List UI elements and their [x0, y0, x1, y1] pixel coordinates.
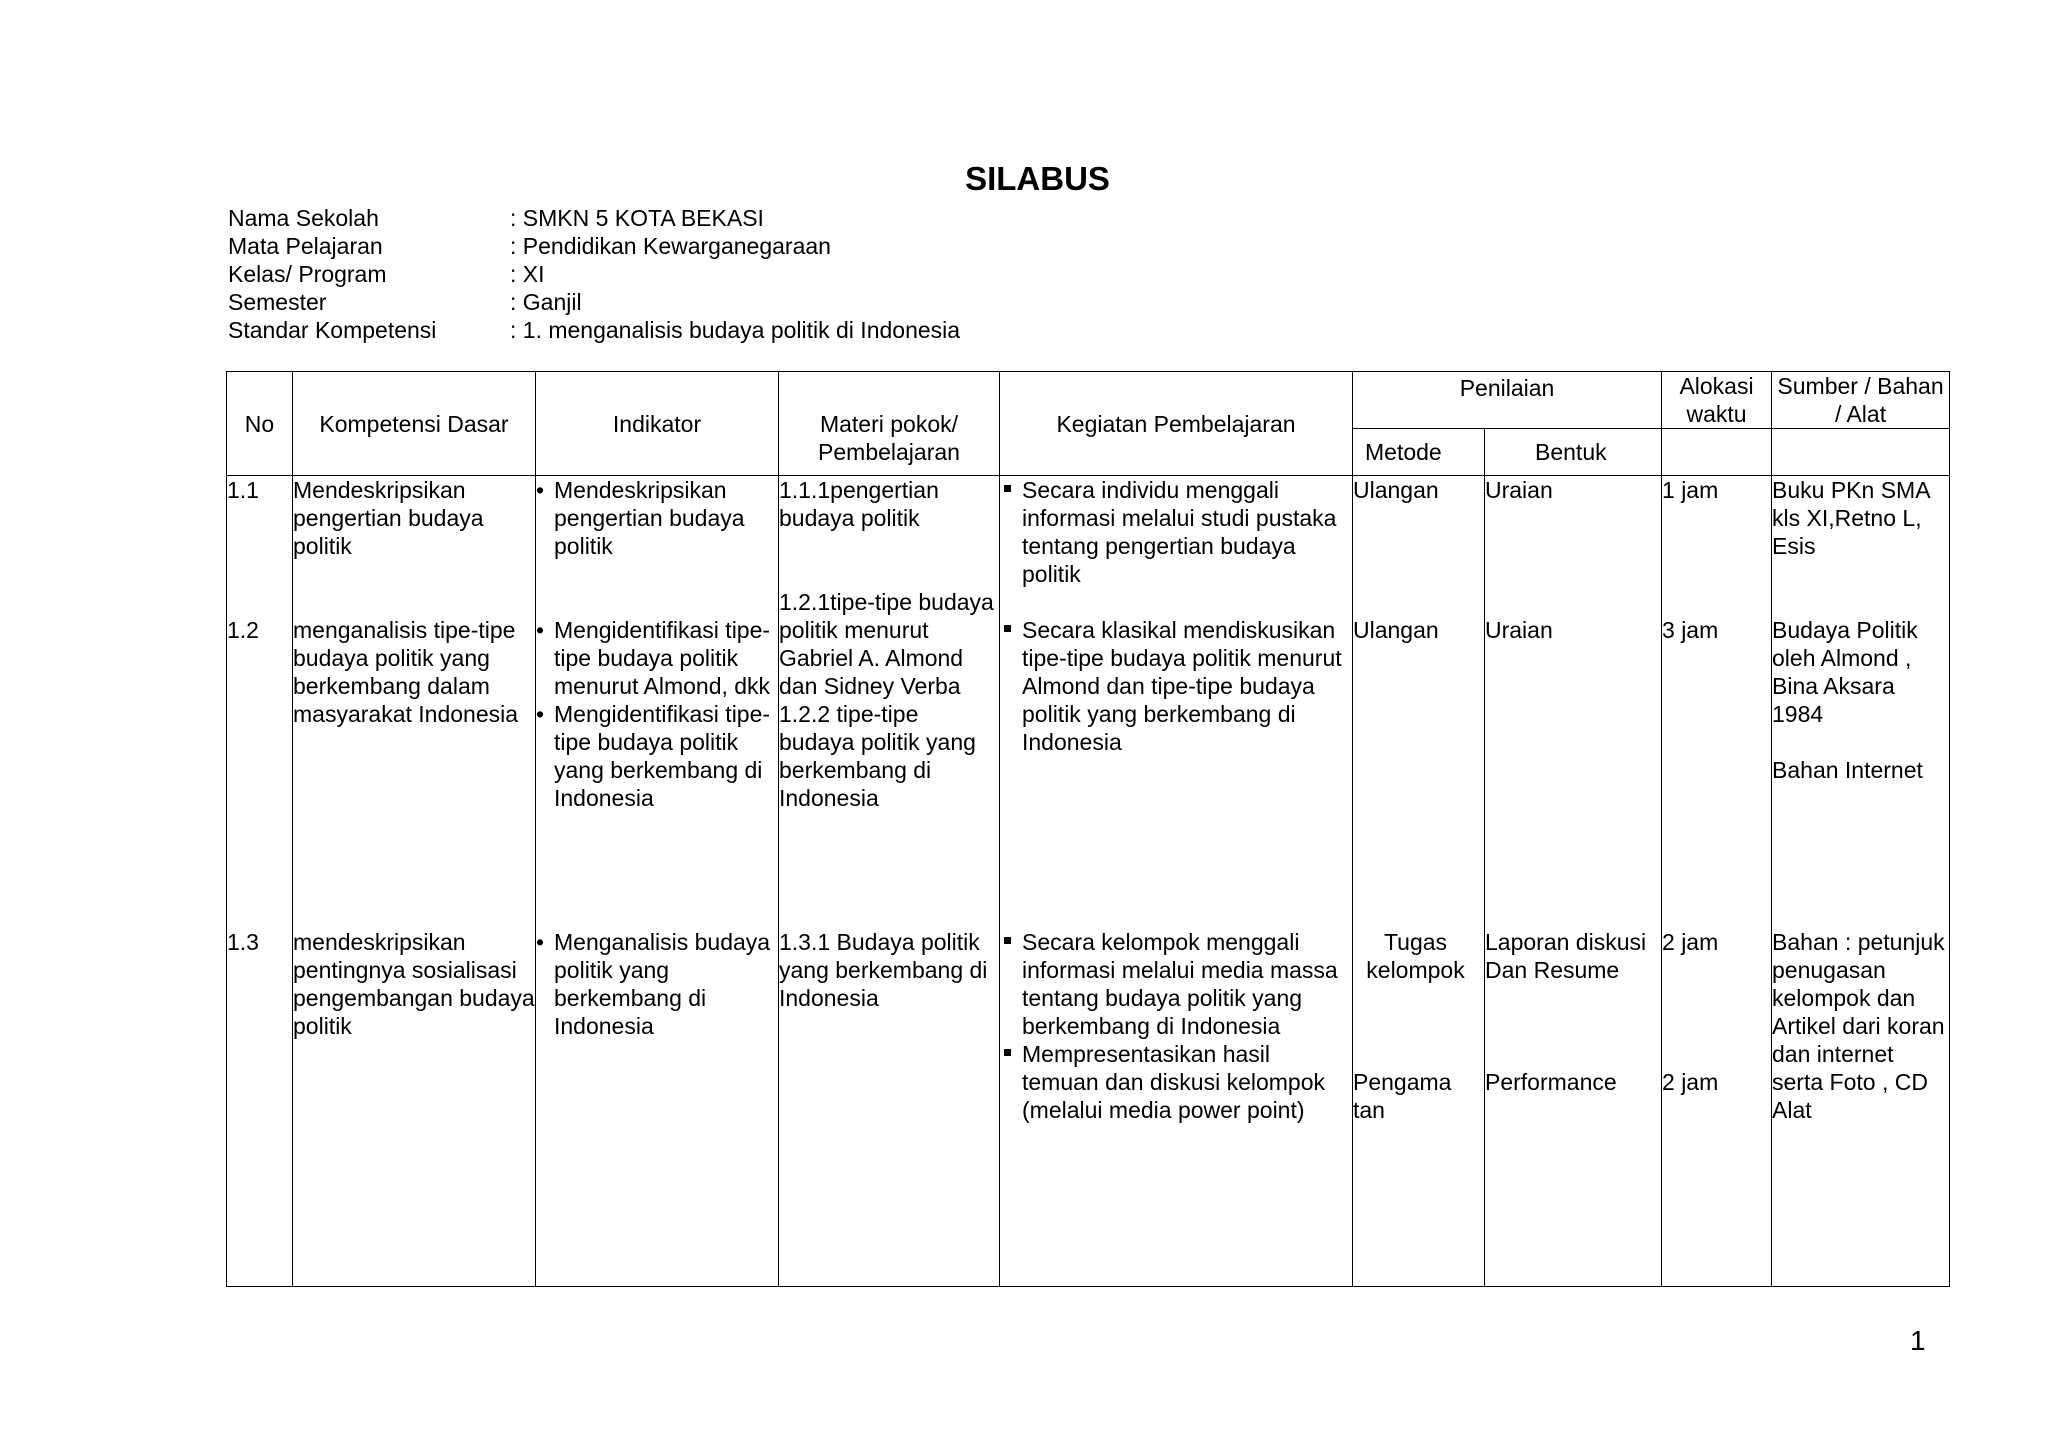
alokasi-1-3b: 2 jam — [1662, 1069, 1719, 1095]
col-alokasi — [1662, 476, 1772, 1287]
kegiatan-item: Secara kelompok menggali informasi melalui media massa tentang budaya politik yang berkembang di Indonesia — [1002, 928, 1352, 1040]
alokasi-1-1: 1 jam — [1662, 477, 1719, 503]
kd-1-2: menganalisis tipe-tipe budaya politik yang berkembang dalam masyarakat Indonesia — [293, 617, 519, 727]
col-sumber — [1772, 476, 1950, 1287]
kegiatan-item: Mempresentasikan hasil temuan dan diskusi kelompok (melalui media power point) — [1002, 1040, 1352, 1124]
alokasi-1-3a: 2 jam — [1662, 929, 1719, 955]
meta-row-competency — [228, 316, 960, 344]
sumber-1-2b: Bahan Internet — [1772, 757, 1923, 783]
sumber-1-3: Bahan : petunjuk penugasan kelompok dan Artikel dari koran dan internet serta Foto , CD Alat — [1772, 929, 1945, 1123]
header-alokasi-blank — [1662, 429, 1772, 476]
meta-label: Kelas/ Program — [228, 261, 387, 287]
sumber-1-1: Buku PKn SMA kls XI,Retno L, Esis — [1772, 477, 1930, 559]
no-1-1: 1.1 — [227, 477, 259, 503]
header-metode: Metode — [1353, 429, 1485, 476]
meta-label: Standar Kompetensi — [228, 317, 437, 343]
indikator-group-2 — [536, 616, 778, 928]
materi-group-2 — [779, 588, 999, 928]
header-kegiatan: Kegiatan Pembelajaran — [1000, 372, 1353, 476]
header-sumber-blank — [1772, 429, 1950, 476]
meta-row-school — [228, 204, 960, 232]
materi-1-3: 1.3.1 Budaya politik yang berkembang di Indonesia — [779, 929, 988, 1011]
identity-block — [228, 204, 960, 344]
no-1-2: 1.2 — [227, 617, 259, 643]
header-materi: Materi pokok/ Pembelajaran — [779, 372, 1000, 476]
meta-value: : SMKN 5 KOTA BEKASI — [510, 205, 764, 231]
meta-label: Mata Pelajaran — [228, 233, 383, 259]
materi-1-1: 1.1.1pengertian budaya politik — [779, 477, 939, 531]
no-1-3: 1.3 — [227, 929, 259, 955]
bentuk-1-3b: Performance — [1485, 1069, 1617, 1095]
col-bentuk — [1485, 476, 1662, 1287]
meta-label: Nama Sekolah — [228, 205, 379, 231]
meta-value: : XI — [510, 261, 545, 287]
kegiatan-group-3 — [1002, 928, 1352, 1124]
kd-1-3: mendeskripsikan pentingnya sosialisasi pengembangan budaya politik — [293, 929, 535, 1039]
sumber-group-2 — [1772, 616, 1949, 928]
materi-1-2-2: 1.2.2 tipe-tipe budaya politik yang berkembang di Indonesia — [779, 701, 976, 811]
table-row — [227, 476, 1950, 1287]
col-kompetensi-dasar — [293, 476, 536, 1287]
meta-value: : 1. menganalisis budaya politik di Indonesia — [510, 317, 961, 343]
bentuk-1-2: Uraian — [1485, 617, 1553, 643]
bentuk-1-1: Uraian — [1485, 477, 1553, 503]
metode-1-3a: Tugas kelompok — [1366, 929, 1465, 983]
indikator-item: • Menganalisis budaya politik yang berkembang di Indonesia — [536, 928, 778, 1040]
col-indikator — [536, 476, 779, 1287]
meta-row-class — [228, 260, 960, 288]
header-no: No — [227, 372, 293, 476]
header-alokasi: Alokasi waktu — [1662, 372, 1772, 429]
kegiatan-item: Secara individu menggali informasi melalui studi pustaka tentang pengertian budaya politik — [1002, 476, 1352, 588]
header-indikator: Indikator — [536, 372, 779, 476]
indikator-item: • Mendeskripsikan pengertian budaya politik — [536, 476, 778, 560]
page-number: 1 — [1910, 1325, 1926, 1356]
meta-row-subject — [228, 232, 960, 260]
sumber-1-2a: Budaya Politik oleh Almond , Bina Aksara 1984 — [1772, 617, 1918, 727]
col-materi — [779, 476, 1000, 1287]
header-kompetensi-dasar: Kompetensi Dasar — [293, 372, 536, 476]
document-title: SILABUS — [965, 160, 1110, 197]
kegiatan-group-1 — [1002, 476, 1352, 616]
syllabus-table — [226, 371, 1950, 1287]
metode-1-1: Ulangan — [1353, 477, 1439, 503]
meta-value: : Pendidikan Kewarganegaraan — [510, 233, 831, 259]
kegiatan-group-2 — [1002, 616, 1352, 928]
header-penilaian: Penilaian — [1353, 372, 1662, 429]
materi-1-2-1: 1.2.1tipe-tipe budaya politik menurut Gabriel A. Almond dan Sidney Verba — [779, 589, 994, 699]
alokasi-1-2: 3 jam — [1662, 617, 1719, 643]
meta-row-semester — [228, 288, 960, 316]
bentuk-1-3a: Laporan diskusi Dan Resume — [1485, 929, 1647, 983]
meta-label: Semester — [228, 289, 327, 315]
metode-1-3b: Pengama tan — [1353, 1069, 1452, 1123]
header-sumber: Sumber / Bahan / Alat — [1772, 372, 1950, 429]
meta-value: : Ganjil — [510, 289, 582, 315]
indikator-group-1 — [536, 476, 778, 616]
metode-1-2: Ulangan — [1353, 617, 1439, 643]
kd-1-1: Mendeskripsikan pengertian budaya politik — [293, 477, 484, 559]
col-kegiatan — [1000, 476, 1353, 1287]
header-row — [227, 372, 1950, 429]
kegiatan-item: Secara klasikal mendiskusikan tipe-tipe budaya politik menurut Almond dan tipe-tipe budaya politik yang berkembang di Indonesia — [1002, 616, 1352, 756]
indikator-group-3 — [536, 928, 778, 1040]
col-no — [227, 476, 293, 1287]
col-metode — [1353, 476, 1485, 1287]
header-bentuk: Bentuk — [1485, 429, 1662, 476]
indikator-item: • Mengidentifikasi tipe-tipe budaya politik yang berkembang di Indonesia — [536, 700, 778, 812]
indikator-item: • Mengidentifikasi tipe-tipe budaya politik menurut Almond, dkk — [536, 616, 778, 700]
